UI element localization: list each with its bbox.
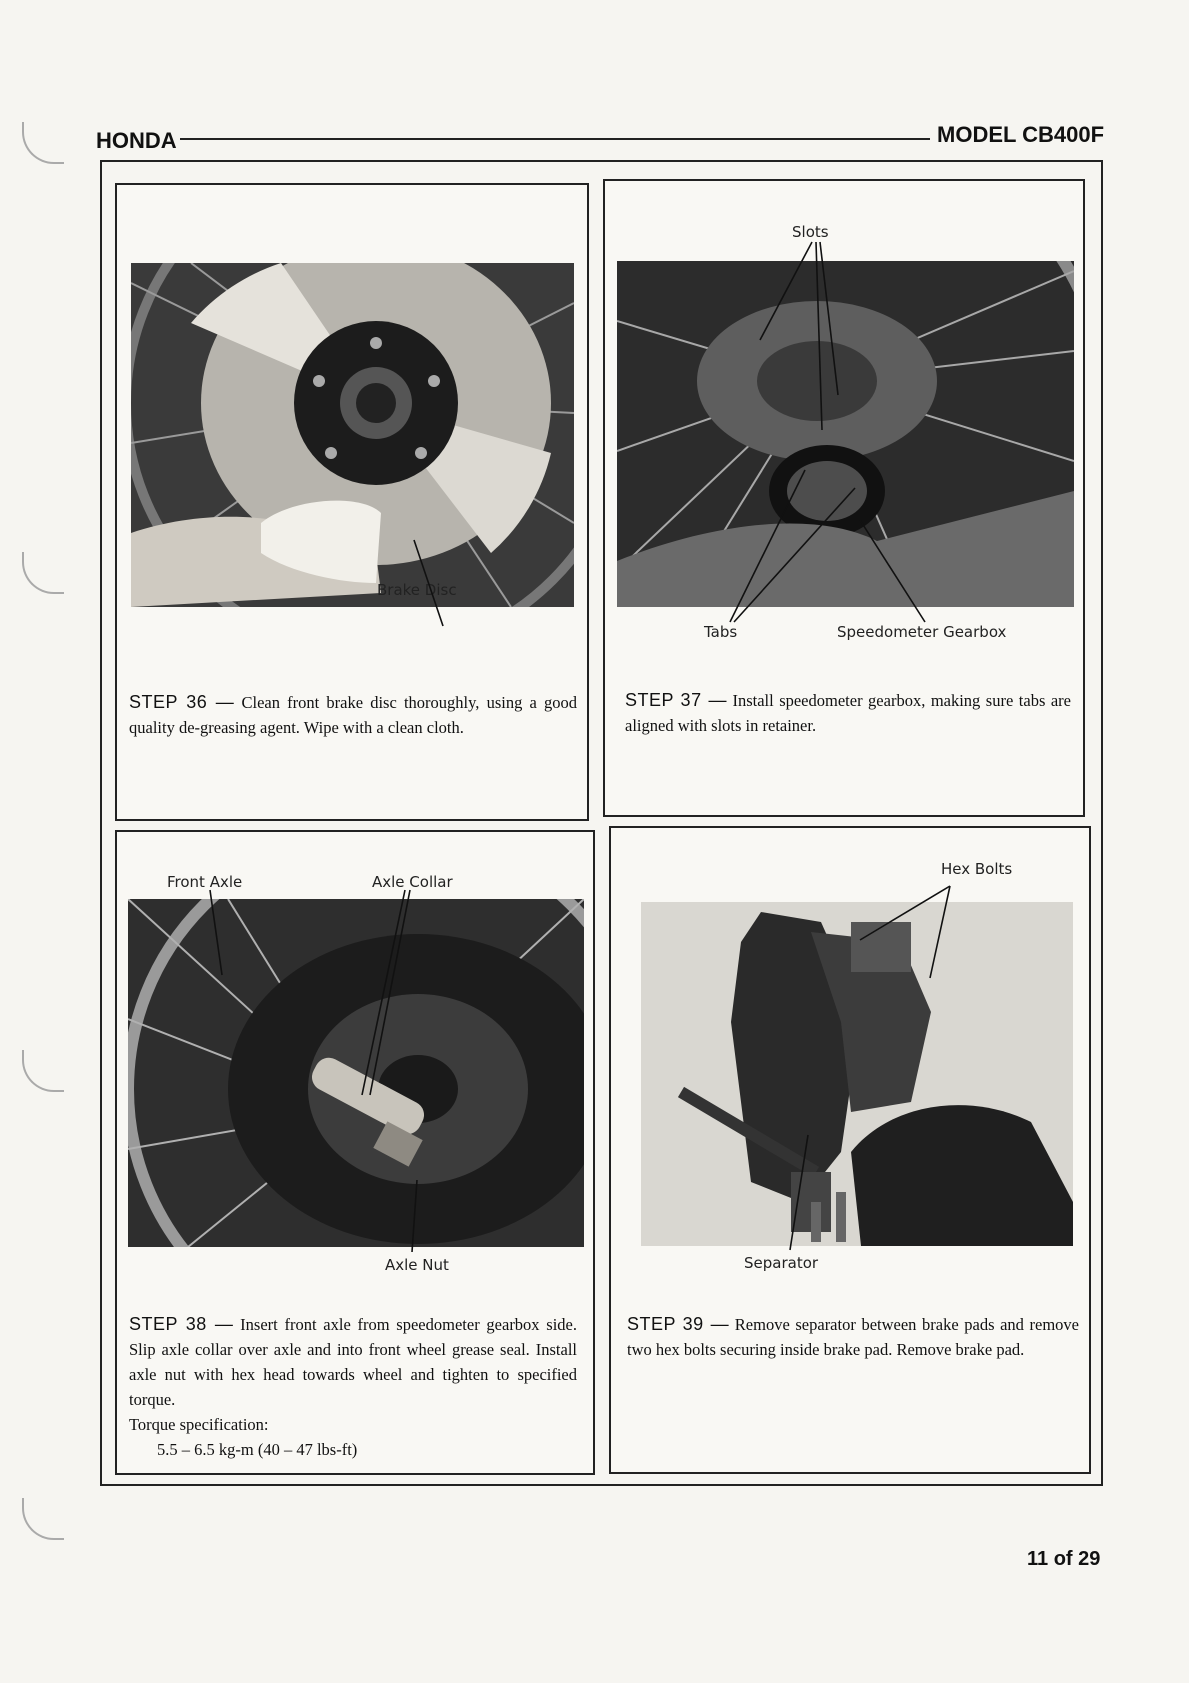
step-37-label: STEP 37 —: [625, 690, 727, 710]
torque-spec-value: 5.5 – 6.5 kg-m (40 – 47 lbs-ft): [157, 1440, 358, 1459]
brand-heading: HONDA: [96, 128, 177, 153]
step-39-body: Remove separator between brake pads and remove two hex bolts securing inside brake pad. Remove brake pad.: [627, 1315, 1080, 1359]
page-number: 11 of 29: [1027, 1548, 1101, 1570]
brake-disc-label: Brake Disc: [377, 581, 457, 599]
step-38-label: STEP 38 —: [129, 1314, 234, 1334]
hex-bolts-label: Hex Bolts: [941, 860, 1013, 878]
step-36-panel: [115, 183, 589, 821]
binder-hole-mark: [22, 122, 64, 164]
step-38-panel: [115, 830, 595, 1475]
torque-spec-label: Torque specification:: [129, 1415, 269, 1434]
brake-disc-photo: [131, 263, 574, 607]
step-36-text: [129, 690, 577, 740]
step-36-label: STEP 36 —: [129, 692, 235, 712]
step-37-panel: [603, 179, 1085, 817]
step-38-text: [129, 1312, 577, 1462]
header-rule: [180, 138, 930, 140]
axle-collar-label: Axle Collar: [372, 873, 453, 891]
step-39-label: STEP 39 —: [627, 1314, 730, 1334]
step-36-body: Clean front brake disc thoroughly, using a good quality de-greasing agent. Wipe with a clean cloth.: [129, 693, 578, 737]
step-39-panel: [609, 826, 1091, 1474]
model-heading: MODEL CB400F: [937, 122, 1105, 147]
brake-caliper-photo: [641, 902, 1073, 1246]
axle-nut-label: Axle Nut: [385, 1256, 449, 1274]
separator-label: Separator: [744, 1254, 819, 1272]
step-37-body: Install speedometer gearbox, making sure tabs are aligned with slots in retainer.: [625, 691, 1071, 735]
step-37-text: [625, 688, 1071, 738]
step-39-text: [627, 1312, 1079, 1362]
front-axle-photo: [128, 899, 584, 1247]
binder-hole-mark: [22, 552, 64, 594]
slots-label: Slots: [792, 223, 829, 241]
tabs-label: Tabs: [704, 623, 738, 641]
binder-hole-mark: [22, 1498, 64, 1540]
step-38-body: Insert front axle from speedometer gearbox side. Slip axle collar over axle and into front wheel grease seal. Install axle nut with hex head towards wheel and tighten to specified torque.: [129, 1315, 577, 1409]
front-axle-label: Front Axle: [167, 873, 243, 891]
speedometer-gearbox-photo: [617, 261, 1074, 607]
speedometer-gearbox-label: Speedometer Gearbox: [837, 623, 1007, 641]
binder-hole-mark: [22, 1050, 64, 1092]
